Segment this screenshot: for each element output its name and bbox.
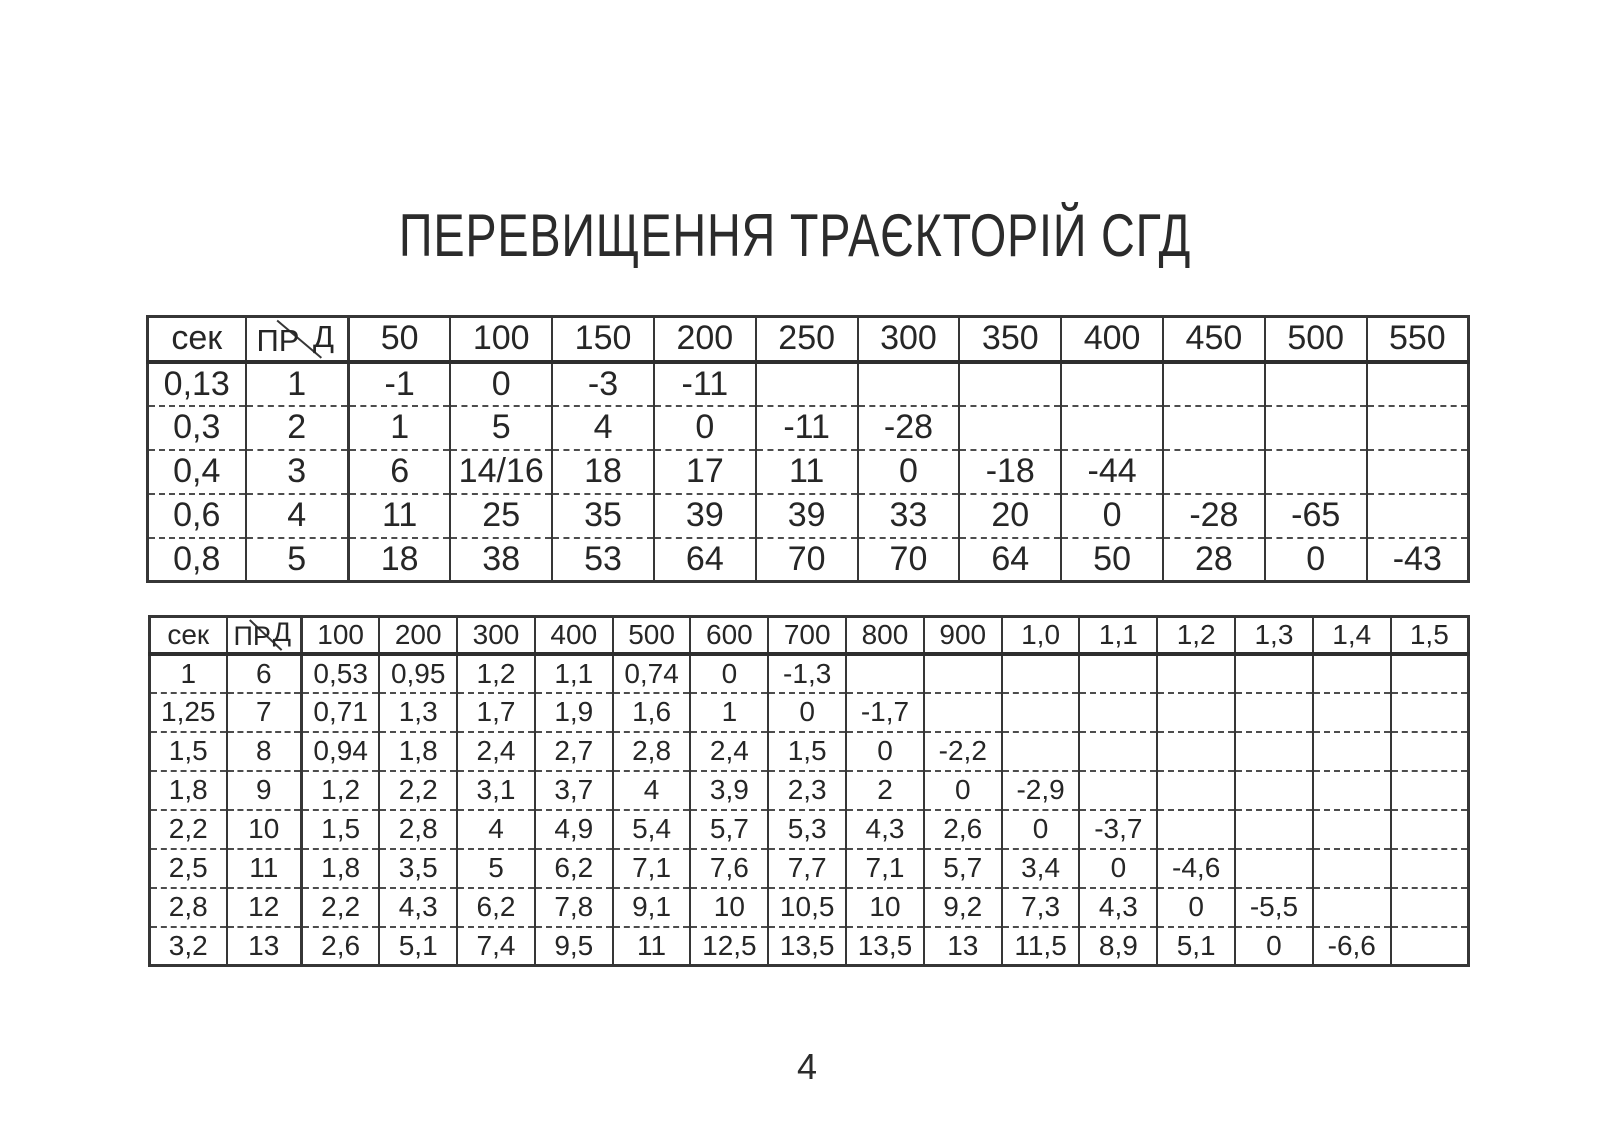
data-cell	[1391, 654, 1469, 693]
data-cell: 0	[1061, 494, 1163, 538]
data-cell	[1391, 849, 1469, 888]
data-cell: 9,5	[535, 927, 613, 966]
data-cell: 11	[349, 494, 451, 538]
data-cell: 53	[552, 538, 654, 582]
data-cell: -2,9	[1002, 771, 1080, 810]
data-cell	[1391, 927, 1469, 966]
data-cell: 0,74	[613, 654, 691, 693]
data-cell: 2,6	[302, 927, 380, 966]
data-cell: 0	[924, 771, 1002, 810]
data-cell: -3	[552, 362, 654, 406]
data-cell: 9,2	[924, 888, 1002, 927]
data-cell	[1391, 771, 1469, 810]
data-cell	[1079, 732, 1157, 771]
sec-value: 0,8	[148, 538, 246, 582]
pr-value: 2	[246, 406, 349, 450]
data-cell: -2,2	[924, 732, 1002, 771]
data-cell	[1079, 771, 1157, 810]
data-cell: -28	[1163, 494, 1265, 538]
corner-row-label: ПР	[256, 322, 300, 358]
data-cell: 1,8	[379, 732, 457, 771]
data-cell: 1,8	[302, 849, 380, 888]
data-cell: 2	[846, 771, 924, 810]
distance-col-header: 200	[654, 317, 756, 362]
data-cell	[1367, 406, 1469, 450]
table-row	[148, 362, 1469, 406]
data-cell: 4,9	[535, 810, 613, 849]
data-cell: 18	[349, 538, 451, 582]
data-cell	[1157, 693, 1235, 732]
corner-cell	[227, 617, 302, 654]
trajectory-table-lower	[148, 615, 1470, 967]
data-cell	[1061, 406, 1163, 450]
data-cell: 1,6	[613, 693, 691, 732]
data-cell: 0	[1265, 538, 1367, 582]
data-cell	[1163, 406, 1265, 450]
sec-value: 0,4	[148, 450, 246, 494]
data-cell	[1235, 810, 1313, 849]
data-cell	[1157, 732, 1235, 771]
distance-col-header: 400	[1061, 317, 1163, 362]
data-cell: 17	[654, 450, 756, 494]
page-title: ПЕРЕВИЩЕННЯ ТРАЄКТОРІЙ СГД	[398, 202, 1192, 269]
data-cell: 5,3	[768, 810, 846, 849]
data-cell: 4	[457, 810, 535, 849]
sec-value: 2,5	[150, 849, 227, 888]
data-cell: 0,95	[379, 654, 457, 693]
pr-value: 9	[227, 771, 302, 810]
header-row	[150, 617, 1469, 654]
data-cell	[1235, 693, 1313, 732]
data-cell: 11	[613, 927, 691, 966]
data-cell	[924, 654, 1002, 693]
data-cell: 70	[858, 538, 960, 582]
data-cell: 2,2	[379, 771, 457, 810]
data-cell: 0	[1079, 849, 1157, 888]
table-row	[150, 927, 1469, 966]
distance-col-header: 100	[450, 317, 552, 362]
data-cell: 0	[450, 362, 552, 406]
data-cell	[1265, 362, 1367, 406]
pr-value: 4	[246, 494, 349, 538]
data-cell: 1,5	[768, 732, 846, 771]
data-cell: 0,71	[302, 693, 380, 732]
data-cell: 2,7	[535, 732, 613, 771]
data-cell	[1157, 771, 1235, 810]
data-cell: 0	[768, 693, 846, 732]
data-cell	[1313, 732, 1391, 771]
header-row	[148, 317, 1469, 362]
data-cell: 0,53	[302, 654, 380, 693]
table-row	[148, 450, 1469, 494]
data-cell	[1313, 693, 1391, 732]
pr-value: 5	[246, 538, 349, 582]
data-cell: 13,5	[768, 927, 846, 966]
distance-col-header: 800	[846, 617, 924, 654]
data-cell	[1391, 888, 1469, 927]
distance-col-header: 100	[302, 617, 380, 654]
data-cell	[1002, 732, 1080, 771]
data-cell: -3,7	[1079, 810, 1157, 849]
data-cell	[1367, 362, 1469, 406]
corner-cell	[246, 317, 349, 362]
distance-col-header: 900	[924, 617, 1002, 654]
data-cell: 3,5	[379, 849, 457, 888]
data-cell: 4	[613, 771, 691, 810]
distance-col-header: 700	[768, 617, 846, 654]
data-cell: -4,6	[1157, 849, 1235, 888]
data-cell: 64	[654, 538, 756, 582]
data-cell: 4	[552, 406, 654, 450]
data-cell: 1,2	[457, 654, 535, 693]
data-cell: 2,3	[768, 771, 846, 810]
sec-value: 3,2	[150, 927, 227, 966]
data-cell	[1163, 450, 1265, 494]
data-cell: -11	[756, 406, 858, 450]
data-cell: -1	[349, 362, 451, 406]
sec-value: 2,8	[150, 888, 227, 927]
data-cell: 7,6	[690, 849, 768, 888]
data-cell: 2,4	[457, 732, 535, 771]
table-row	[148, 538, 1469, 582]
data-cell	[1079, 654, 1157, 693]
data-cell: 13	[924, 927, 1002, 966]
data-cell: 0,94	[302, 732, 380, 771]
data-cell: 0	[1002, 810, 1080, 849]
distance-col-header: 500	[1265, 317, 1367, 362]
distance-col-header: 150	[552, 317, 654, 362]
data-cell: 2,8	[613, 732, 691, 771]
data-cell: -1,7	[846, 693, 924, 732]
data-cell	[1235, 732, 1313, 771]
data-cell: -43	[1367, 538, 1469, 582]
distance-col-header: 1,4	[1313, 617, 1391, 654]
data-cell	[959, 406, 1061, 450]
data-cell: 2,8	[379, 810, 457, 849]
data-cell: 4,3	[379, 888, 457, 927]
data-cell: -1,3	[768, 654, 846, 693]
data-cell	[1002, 693, 1080, 732]
data-cell	[1235, 771, 1313, 810]
data-cell: 1,2	[302, 771, 380, 810]
pr-value: 10	[227, 810, 302, 849]
data-cell: 39	[756, 494, 858, 538]
distance-col-header: 1,5	[1391, 617, 1469, 654]
data-cell: 1,7	[457, 693, 535, 732]
data-cell: 70	[756, 538, 858, 582]
data-cell	[1235, 654, 1313, 693]
data-cell: 20	[959, 494, 1061, 538]
data-cell: 3,9	[690, 771, 768, 810]
pr-value: 6	[227, 654, 302, 693]
data-cell	[1391, 693, 1469, 732]
corner-col-label: Д	[272, 617, 291, 647]
pr-value: 7	[227, 693, 302, 732]
data-cell	[858, 362, 960, 406]
data-cell: 35	[552, 494, 654, 538]
data-cell: 38	[450, 538, 552, 582]
data-cell: -5,5	[1235, 888, 1313, 927]
sec-header: сек	[148, 317, 246, 362]
sec-value: 1	[150, 654, 227, 693]
data-cell	[1079, 693, 1157, 732]
data-cell: 7,8	[535, 888, 613, 927]
table-row	[148, 406, 1469, 450]
data-cell: -44	[1061, 450, 1163, 494]
table-row	[150, 732, 1469, 771]
data-cell: 0	[858, 450, 960, 494]
pr-value: 13	[227, 927, 302, 966]
distance-col-header: 300	[858, 317, 960, 362]
sec-value: 0,6	[148, 494, 246, 538]
data-cell: -18	[959, 450, 1061, 494]
data-cell: 0	[1235, 927, 1313, 966]
sec-value: 0,3	[148, 406, 246, 450]
pr-value: 1	[246, 362, 349, 406]
distance-col-header: 600	[690, 617, 768, 654]
data-cell	[1313, 810, 1391, 849]
data-cell	[1002, 654, 1080, 693]
data-cell	[1163, 362, 1265, 406]
data-cell: 5	[457, 849, 535, 888]
distance-col-header: 500	[613, 617, 691, 654]
trajectory-table-upper	[146, 315, 1470, 583]
data-cell	[1313, 654, 1391, 693]
table-row	[150, 810, 1469, 849]
data-cell: 2,6	[924, 810, 1002, 849]
data-cell: 1,9	[535, 693, 613, 732]
data-cell: -11	[654, 362, 756, 406]
data-cell: 3,7	[535, 771, 613, 810]
table-row	[150, 654, 1469, 693]
data-cell: 13,5	[846, 927, 924, 966]
data-cell: 10	[690, 888, 768, 927]
data-cell: 18	[552, 450, 654, 494]
data-cell	[846, 654, 924, 693]
data-cell	[1367, 494, 1469, 538]
data-cell: 8,9	[1079, 927, 1157, 966]
corner-row-label: ПР	[233, 620, 271, 651]
data-cell: 2,2	[302, 888, 380, 927]
distance-col-header: 350	[959, 317, 1061, 362]
data-cell	[1235, 849, 1313, 888]
data-cell: 7,3	[1002, 888, 1080, 927]
data-cell: 7,1	[846, 849, 924, 888]
data-cell: -6,6	[1313, 927, 1391, 966]
data-cell: 5,7	[690, 810, 768, 849]
data-cell: 2,4	[690, 732, 768, 771]
data-cell: 33	[858, 494, 960, 538]
data-cell: 50	[1061, 538, 1163, 582]
data-cell: 5,7	[924, 849, 1002, 888]
data-cell: 28	[1163, 538, 1265, 582]
data-cell: 7,4	[457, 927, 535, 966]
data-cell: -65	[1265, 494, 1367, 538]
data-cell: 6,2	[535, 849, 613, 888]
data-cell: 0	[1157, 888, 1235, 927]
data-cell	[1391, 810, 1469, 849]
distance-col-header: 1,1	[1079, 617, 1157, 654]
data-cell: 1	[690, 693, 768, 732]
data-cell: 1,1	[535, 654, 613, 693]
data-cell	[1265, 406, 1367, 450]
distance-col-header: 1,3	[1235, 617, 1313, 654]
data-cell: 64	[959, 538, 1061, 582]
data-cell: 5	[450, 406, 552, 450]
data-cell: 6,2	[457, 888, 535, 927]
data-cell: 10	[846, 888, 924, 927]
distance-col-header: 250	[756, 317, 858, 362]
data-cell	[1391, 732, 1469, 771]
distance-col-header: 400	[535, 617, 613, 654]
distance-col-header: 50	[349, 317, 451, 362]
data-cell	[1157, 810, 1235, 849]
data-cell: 5,1	[379, 927, 457, 966]
table-row	[150, 888, 1469, 927]
data-cell	[1367, 450, 1469, 494]
sec-value: 1,25	[150, 693, 227, 732]
table-row	[148, 494, 1469, 538]
data-cell: 0	[654, 406, 756, 450]
distance-col-header: 550	[1367, 317, 1469, 362]
data-cell: 11	[756, 450, 858, 494]
sec-value: 1,8	[150, 771, 227, 810]
sec-value: 1,5	[150, 732, 227, 771]
data-cell: -28	[858, 406, 960, 450]
data-cell: 7,1	[613, 849, 691, 888]
sec-header: сек	[150, 617, 227, 654]
sec-value: 2,2	[150, 810, 227, 849]
table-row	[150, 771, 1469, 810]
distance-col-header: 1,0	[1002, 617, 1080, 654]
pr-value: 8	[227, 732, 302, 771]
data-cell: 7,7	[768, 849, 846, 888]
pr-value: 3	[246, 450, 349, 494]
table-row	[150, 693, 1469, 732]
data-cell: 6	[349, 450, 451, 494]
data-cell: 12,5	[690, 927, 768, 966]
data-cell: 39	[654, 494, 756, 538]
data-cell: 4,3	[1079, 888, 1157, 927]
data-cell: 25	[450, 494, 552, 538]
data-cell: 0	[690, 654, 768, 693]
data-cell	[1061, 362, 1163, 406]
pr-value: 11	[227, 849, 302, 888]
table-row	[150, 849, 1469, 888]
pr-value: 12	[227, 888, 302, 927]
data-cell: 4,3	[846, 810, 924, 849]
data-cell	[756, 362, 858, 406]
page-number: 4	[796, 1046, 818, 1087]
data-cell: 9,1	[613, 888, 691, 927]
distance-col-header: 200	[379, 617, 457, 654]
data-cell	[1313, 849, 1391, 888]
data-cell: 10,5	[768, 888, 846, 927]
data-cell: 3,1	[457, 771, 535, 810]
data-cell: 5,1	[1157, 927, 1235, 966]
data-cell: 3,4	[1002, 849, 1080, 888]
data-cell	[959, 362, 1061, 406]
data-cell: 14/16	[450, 450, 552, 494]
data-cell: 0	[846, 732, 924, 771]
distance-col-header: 300	[457, 617, 535, 654]
data-cell	[1313, 771, 1391, 810]
sec-value: 0,13	[148, 362, 246, 406]
data-cell	[924, 693, 1002, 732]
data-cell: 1,5	[302, 810, 380, 849]
data-cell: 11,5	[1002, 927, 1080, 966]
data-cell	[1157, 654, 1235, 693]
data-cell: 5,4	[613, 810, 691, 849]
data-cell	[1265, 450, 1367, 494]
corner-col-label: Д	[313, 319, 334, 354]
distance-col-header: 450	[1163, 317, 1265, 362]
data-cell: 1,3	[379, 693, 457, 732]
data-cell: 1	[349, 406, 451, 450]
data-cell	[1313, 888, 1391, 927]
distance-col-header: 1,2	[1157, 617, 1235, 654]
